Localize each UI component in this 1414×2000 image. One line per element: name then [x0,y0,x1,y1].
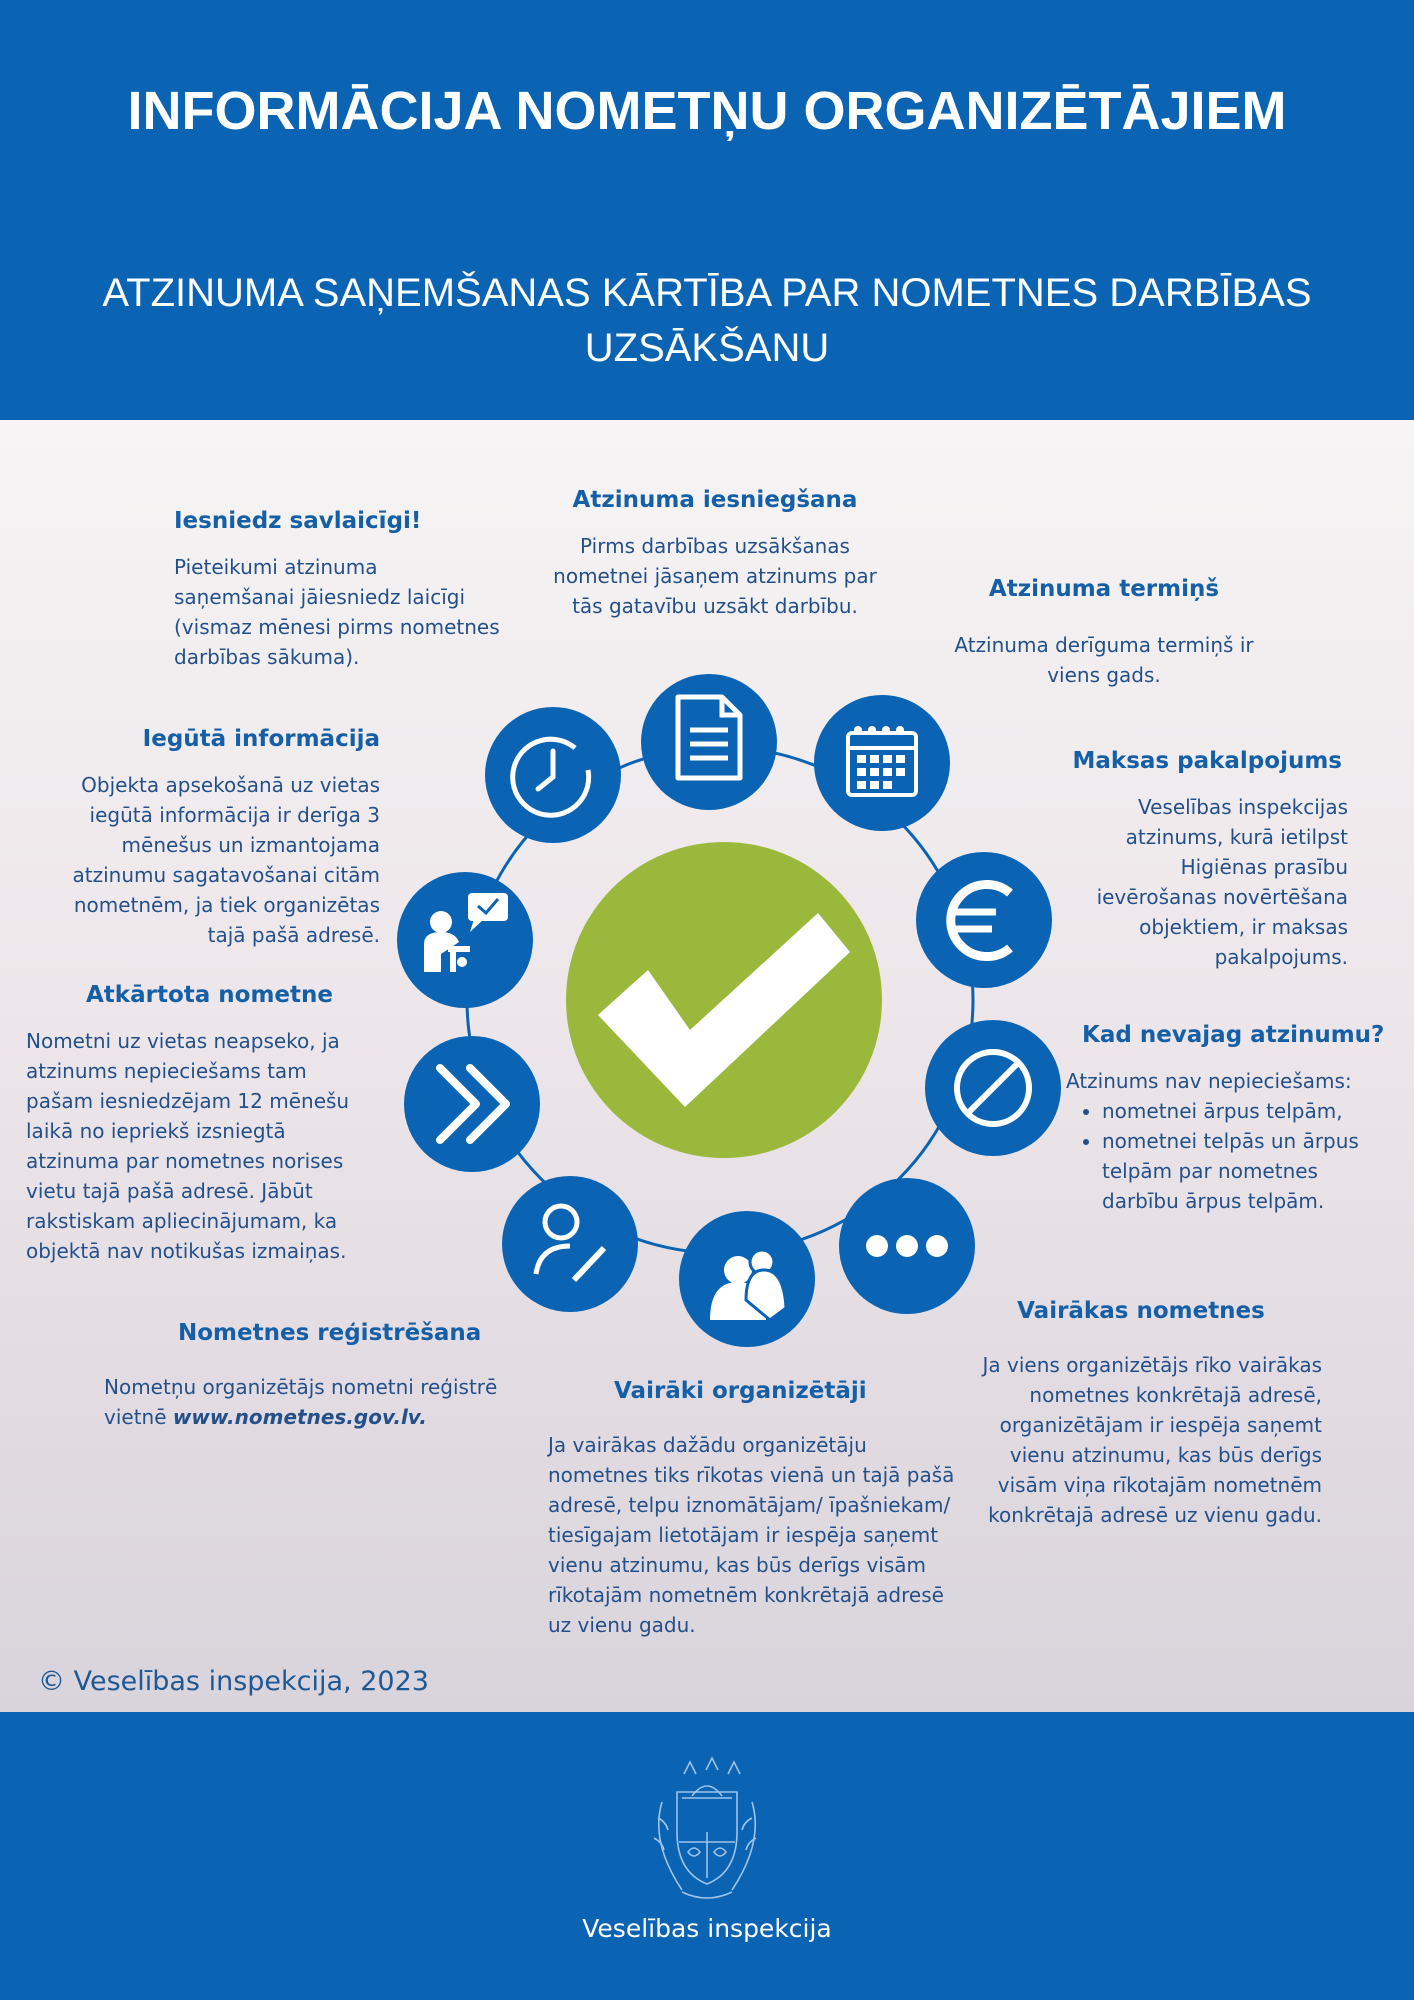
not-needed-list [1066,1096,1398,1216]
copyright: © Veselības inspekcija, 2023 [38,1666,429,1697]
section-multiple-orgs [548,1378,968,1640]
registration-link[interactable]: www.nometnes.gov.lv. [172,1405,427,1429]
page-subtitle: ATZINUMA SAŅEMŠANAS KĀRTĪBA PAR NOMETNES DARBĪBAS UZSĀKŠANU [102,271,1312,370]
section-title: Atkārtota nometne [86,982,333,1008]
page-title: INFORMĀCIJA NOMETŅU ORGANIZĒTĀJIEM [127,81,1287,141]
double-chevron-icon [404,1036,540,1172]
section-text: Veselības inspekcijas atzinums, kurā ietilpst Higiēnas prasību ievērošanas novērtēšana objektiem, ir maksas pakalpojums. [1096,795,1348,969]
section-multiple-camps [950,1298,1322,1530]
section-text: Pirms darbības uzsākšanas nometnei jāsaņem atzinums par tās gatavību uzsākt darbību. [553,534,877,618]
list-item: • nometnei telpās un ārpus telpām par nometnes darbību ārpus telpām. [1102,1126,1398,1216]
user-edit-icon [502,1176,638,1312]
section-text: Atzinuma derīguma termiņš ir viens gads. [954,633,1254,687]
section-repeat [26,982,376,1266]
euro-icon [916,852,1052,988]
section-text: Objekta apsekošanā uz vietas iegūtā informācija ir derīga 3 mēnešus un izmantojama atzinumu sagatavošanai citām nometnēm, ja tiek organizētas tajā pašā adresē. [72,773,380,947]
section-text: Ja viens organizētājs rīko vairākas nometnes konkrētajā adresē, organizētājam ir iespēja saņemt vienu atzinumu, kas būs derīgs visām viņa rīkotajām nometnēm konkrētajā adresē uz vienu gadu. [982,1353,1322,1527]
list-item: • nometnei ārpus telpām, [1102,1096,1398,1126]
section-title: Vairāki organizētāji [614,1378,867,1404]
section-submission [536,487,894,621]
coat-of-arms-logo [622,1752,792,1912]
no-symbol-icon [925,1020,1061,1156]
registration-text: Nometņu organizētājs nometni reģistrē vietnē [104,1375,498,1429]
group-icon [679,1211,815,1347]
section-paid [1066,748,1348,972]
section-title: Nometnes reģistrēšana [178,1320,482,1346]
checkmark-icon [566,842,882,1158]
section-text: Ja vairākas dažādu organizētāju nometnes tiks rīkotas vienā un tajā pašā adresē, telpu iznomātājam/ īpašniekam/ tiesīgajam lietotājam ir iespēja saņemt vienu atzinumu, kas būs derīgs visām rīkotajām nometnēm konkrētajā adresē uz vienu gadu. [548,1433,955,1637]
document-icon [641,674,777,810]
consultation-icon [397,872,533,1008]
section-title: Vairākas nometnes [1017,1298,1265,1324]
more-dots-icon [839,1178,975,1314]
calendar-icon [814,695,950,831]
section-timely [174,508,504,672]
section-title: Maksas pakalpojums [1072,748,1342,774]
section-title: Atzinuma iesniegšana [572,487,858,513]
section-registration [104,1320,534,1432]
section-title: Atzinuma termiņš [988,576,1220,602]
section-text [104,1372,534,1432]
section-obtained [40,726,380,950]
section-term [936,576,1272,690]
section-text: Nometni uz vietas neapseko, ja atzinums nepieciešams tam pašam iesniedzējam 12 mēnešu laikā no iepriekš izsniegtā atzinuma par nometnes norises vietu tajā pašā adresē. Jābūt rakstiskam apliecinājumam, ka objektā nav notikušas izmaiņas. [26,1029,350,1263]
section-text: Pieteikumi atzinuma saņemšanai jāiesniedz laicīgi (vismaz mēnesi pirms nometnes darbības sākuma). [174,555,500,669]
section-not-needed [1066,1022,1398,1216]
section-title: Kad nevajag atzinumu? [1082,1022,1385,1048]
footer-org-name: Veselības inspekcija [582,1914,832,1943]
section-title: Iegūtā informācija [142,726,380,752]
section-title: Iesniedz savlaicīgi! [174,508,422,534]
section-intro: Atzinums nav nepieciešams: [1066,1069,1352,1093]
clock-icon [485,707,621,843]
